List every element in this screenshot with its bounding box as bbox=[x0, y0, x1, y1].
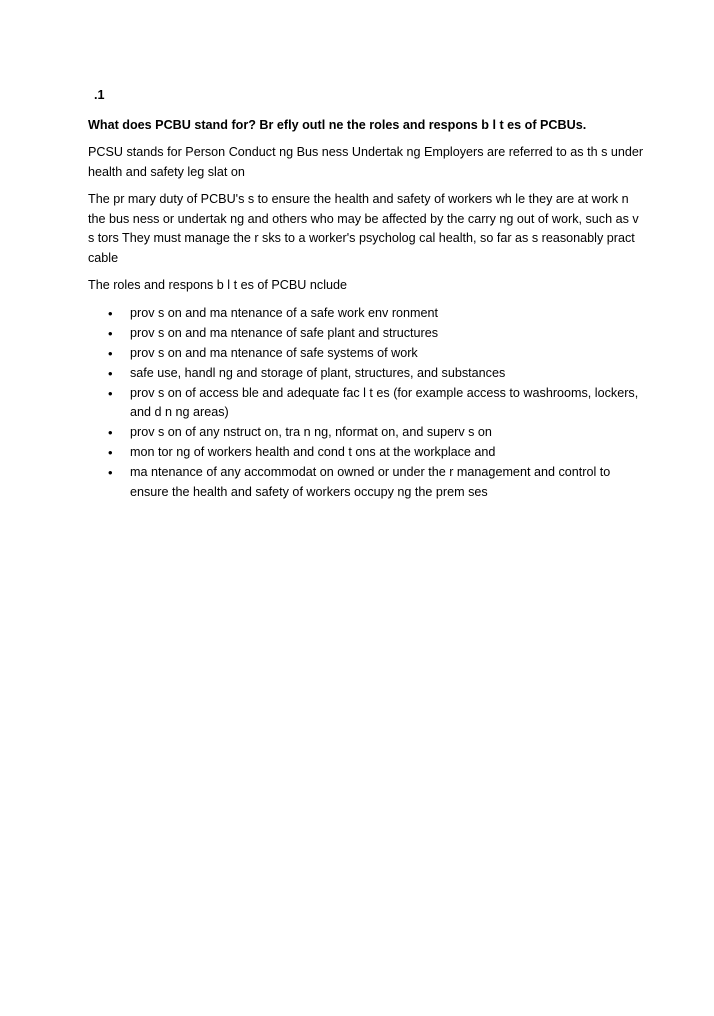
list-item bbox=[88, 364, 648, 384]
list-item bbox=[88, 463, 648, 502]
list-item bbox=[88, 324, 648, 344]
list-item bbox=[88, 344, 648, 364]
paragraph-definition: PCSU stands for Person Conduct ng Bus ness Undertak ng Employers are referred to as th s under health and safety leg slat on bbox=[88, 145, 644, 179]
list-item-text: ma ntenance of any accommodat on owned or under the r management and control to ensure the health and safety of workers occupy ng the prem ses bbox=[130, 465, 611, 499]
document-body bbox=[88, 86, 648, 503]
roles-list bbox=[88, 304, 648, 503]
list-item-text: prov s on of any nstruct on, tra n ng, nformat on, and superv s on bbox=[130, 425, 492, 439]
list-item bbox=[88, 443, 648, 463]
question-number: .1 bbox=[94, 88, 105, 102]
bullet-icon: • bbox=[108, 325, 113, 341]
paragraph-primary-duty: The pr mary duty of PCBU's s to ensure the health and safety of workers wh le they are at work n the bus ness or undertak ng and others who may be affected by the carry ng out of work, such as v s tors They must manage the r sks to a worker's psycholog cal health, so far as s reasonably pract cable bbox=[88, 192, 639, 265]
list-item-text: prov s on and ma ntenance of safe systems of work bbox=[130, 345, 418, 360]
question-title: What does PCBU stand for? Br efly outl ne the roles and respons b l t es of PCBUs. bbox=[88, 117, 587, 132]
list-item-text: mon tor ng of workers health and cond t ons at the workplace and bbox=[130, 445, 496, 459]
list-item-text: prov s on of access ble and adequate fac l t es (for example access to washrooms, lockers, and d n ng areas) bbox=[130, 385, 639, 419]
bullet-icon: • bbox=[108, 425, 113, 440]
list-item-text: safe use, handl ng and storage of plant, structures, and substances bbox=[130, 365, 506, 380]
list-item bbox=[88, 384, 648, 423]
list-item-text: prov s on and ma ntenance of safe plant and structures bbox=[130, 325, 439, 340]
paragraph-roles-intro: The roles and respons b l t es of PCBU nclude bbox=[88, 278, 348, 292]
list-item bbox=[88, 304, 648, 324]
list-item-text: prov s on and ma ntenance of a safe work env ronment bbox=[130, 305, 439, 320]
list-item bbox=[88, 423, 648, 443]
bullet-icon: • bbox=[108, 465, 113, 480]
bullet-icon: • bbox=[108, 445, 113, 460]
bullet-icon: • bbox=[108, 305, 113, 321]
bullet-icon: • bbox=[108, 365, 113, 381]
bullet-icon: • bbox=[108, 345, 113, 361]
bullet-icon: • bbox=[108, 385, 113, 401]
